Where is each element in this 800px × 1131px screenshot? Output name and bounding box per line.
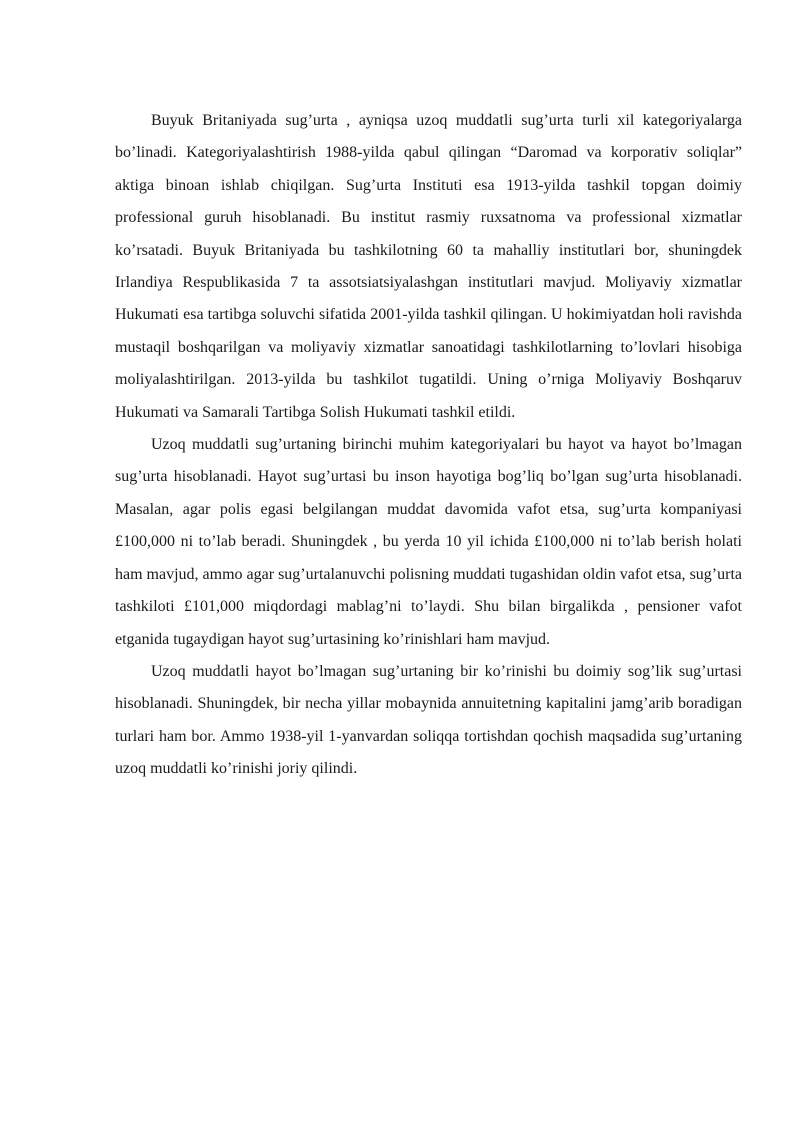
paragraph-life-insurance: Uzoq muddatli sug’urtaning birinchi muhim kategoriyalari bu hayot va hayot bo’lmagan sug’urta hisoblanadi. Hayot sug’urtasi bu inson hayotiga bog’liq bo’lgan sug’urta hisoblanadi. Masalan, agar polis egasi belgilangan muddat davomida vafot etsa, sug’urta kompaniyasi £100,000 ni to’lab beradi. Shuningdek , bu yerda 10 yil ichida £100,000 ni to’lab berish holati ham mavjud, ammo agar sug’urtalanuvchi polisning muddati tugashidan oldin vafot etsa, sug’urta tashkiloti £101,000 miqdordagi mablag’ni to’laydi. Shu bilan birgalikda , pensioner vafot etganida tugaydigan hayot sug’urtasining ko’rinishlari ham mavjud.	[115, 436, 742, 648]
document-page	[115, 105, 742, 786]
paragraph-insurance-categories: Buyuk Britaniyada sug’urta , ayniqsa uzoq muddatli sug’urta turli xil kategoriyalarga bo’linadi. Kategoriyalashtirish 1988-yilda qabul qilingan “Daromad va korporativ soliqlar” aktiga binoan ishlab chiqilgan. Sug’urta Instituti esa 1913-yilda tashkil topgan doimiy professional guruh hisoblanadi. Bu institut rasmiy ruxsatnoma va professional xizmatlar ko’rsatadi. Buyuk Britaniyada bu tashkilotning 60 ta mahalliy institutlari bor, shuningdek Irlandiya Respublikasida 7 ta assotsiatsiyalashgan institutlari mavjud. Moliyaviy xizmatlar Hukumati esa tartibga soluvchi sifatida 2001-yilda tashkil qilingan. U hokimiyatdan holi ravishda mustaqil boshqarilgan va moliyaviy xizmatlar sanoatidagi tashkilotlarning to’lovlari hisobiga moliyalashtirilgan. 2013-yilda bu tashkilot tugatildi. Uning o’rniga Moliyaviy Boshqaruv Hukumati va Samarali Tartibga Solish Hukumati tashkil etildi.	[115, 112, 742, 421]
paragraph-non-life-insurance: Uzoq muddatli hayot bo’lmagan sug’urtaning bir ko’rinishi bu doimiy sog’lik sug’urtasi hisoblanadi. Shuningdek, bir necha yillar mobaynida annuitetning kapitalini jamg’arib boradigan turlari ham bor. Ammo 1938-yil 1-yanvardan soliqqa tortishdan qochish maqsadida sug’urtaning uzoq muddatli ko’rinishi joriy qilindi.	[115, 662, 742, 778]
